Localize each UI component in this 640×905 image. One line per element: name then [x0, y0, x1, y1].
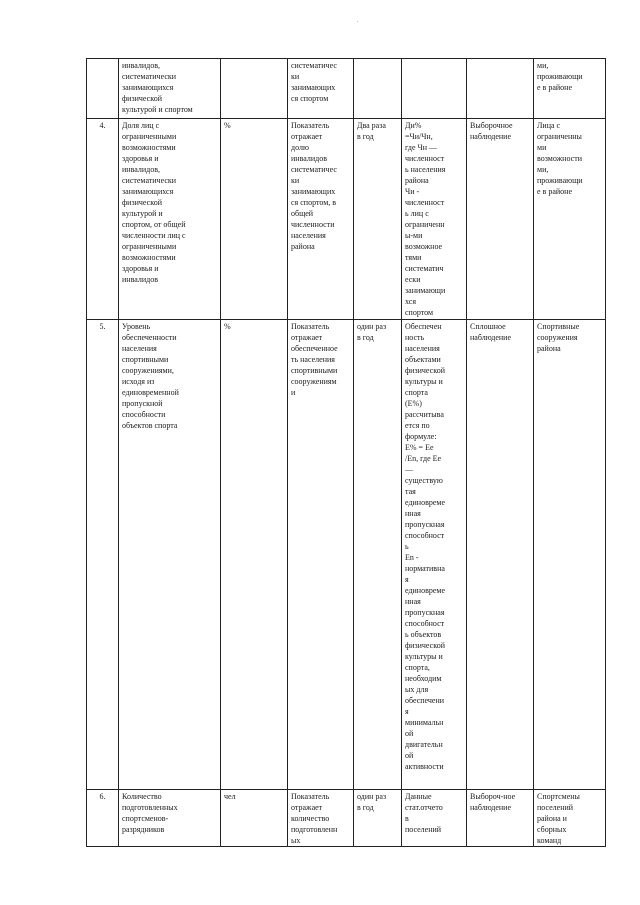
method-cell [467, 59, 534, 119]
unit-cell: % [221, 320, 288, 790]
formula-cell: Обеспечен ность населения объектами физической культуры и спорта (Е%) рассчитыва ется по формуле: Е% = Ее /Еn, где Ее — существую тая единовреме нная пропускная способност ь Еn - нормативна я единовреме нная пропускная способност ь объектов физической культуры и спорта, необходим ых для обеспечени я минимальн ой двигательн ой активности [402, 320, 467, 790]
indicator-name-cell: инвалидов, систематически занимающихся физической культурой и спортом [119, 59, 221, 119]
unit-cell: % [221, 119, 288, 320]
formula-cell: Ди% =Чи/Чн, где Чн — численност ь населения района Чи - численност ь лиц с ограниченн ы-ми возможное тями систематич ески занимающи хся спортом [402, 119, 467, 320]
method-cell: Выборочное наблюдение [467, 119, 534, 320]
formula-cell: Данные стат.отчето в поселений [402, 790, 467, 847]
formula-cell [402, 59, 467, 119]
period-cell [354, 59, 402, 119]
object-cell: Лица с ограниченны ми возможности ми, проживающи е в районе [534, 119, 606, 320]
table-row [87, 59, 606, 119]
object-cell: ми, проживающи е в районе [534, 59, 606, 119]
period-cell: один раз в год [354, 790, 402, 847]
indicators-table [86, 58, 606, 847]
object-cell: Спортивные сооружения района [534, 320, 606, 790]
definition-cell: Показатель отражает количество подготовленн ых [288, 790, 354, 847]
indicator-name-cell: Уровень обеспеченности населения спортивными сооружениями, исходя из единовременной пропускной способности объектов спорта [119, 320, 221, 790]
method-cell: Выбороч-ное наблюдение [467, 790, 534, 847]
row-number-cell: 6. [87, 790, 119, 847]
definition-cell: Показатель отражает обеспеченное ть населения спортивными сооружениям и [288, 320, 354, 790]
unit-cell [221, 59, 288, 119]
table-row [87, 320, 606, 790]
table-row [87, 790, 606, 847]
definition-cell: систематичес ки занимающих ся спортом [288, 59, 354, 119]
row-number-cell: 4. [87, 119, 119, 320]
period-cell: один раз в год [354, 320, 402, 790]
page-mark: . [357, 18, 359, 24]
period-cell: Два раза в год [354, 119, 402, 320]
indicator-name-cell: Доля лиц с ограниченными возможностями здоровья и инвалидов, систематически занимающихся физической культурой и спортом, от общей численности лиц с ограниченными возможностями здоровья и инвалидов [119, 119, 221, 320]
method-cell: Сплошное наблюдение [467, 320, 534, 790]
table-row [87, 119, 606, 320]
unit-cell: чел [221, 790, 288, 847]
row-number-cell: 5. [87, 320, 119, 790]
row-number-cell [87, 59, 119, 119]
object-cell: Спортсмены поселений района и сборных команд [534, 790, 606, 847]
indicator-name-cell: Количество подготовленных спортсменов- разрядников [119, 790, 221, 847]
definition-cell: Показатель отражает долю инвалидов систематичес ки занимающих ся спортом, в общей численности населения района [288, 119, 354, 320]
